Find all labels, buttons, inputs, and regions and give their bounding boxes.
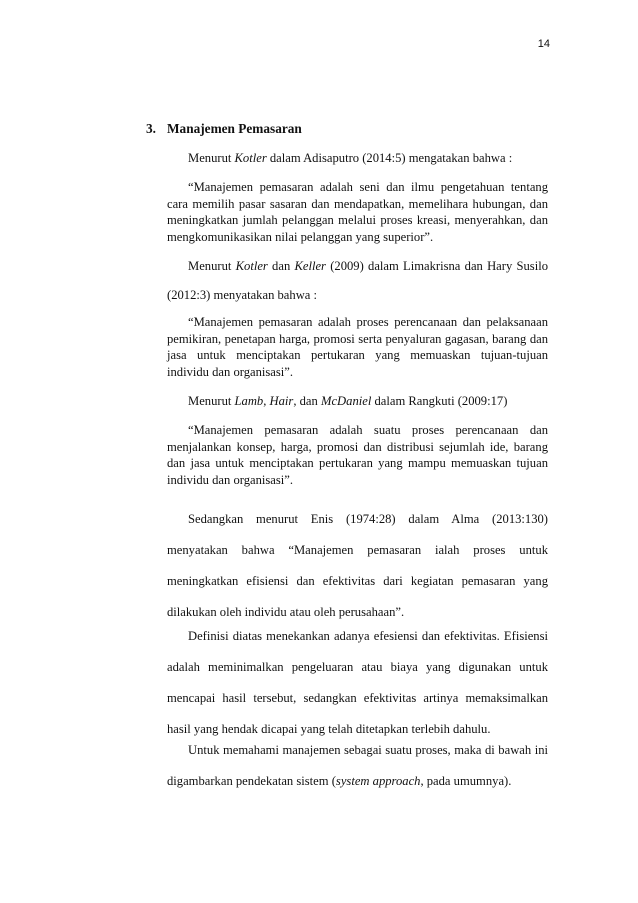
quote-text: “Manajemen pemasaran adalah suatu proses perencanaan dan menjalankan konsep, harga, promosi dan distribusi sejumlah ide, barang dan jasa untuk menciptakan pertukaran yang mampu memuaskan tujuan individu dan organisasi”. [167,423,548,488]
paragraph-system-approach [167,735,548,797]
paragraph-line-2: (2012:3) menyatakan bahwa : [167,288,318,302]
text-span: , dan [293,394,321,408]
text-span: Menurut [188,394,235,408]
page-number: 14 [537,38,550,50]
text-span: dalam Rangkuti (2009:17) [371,394,508,408]
text-span: Menurut [188,259,236,273]
paragraph-intro-lamb [167,393,548,410]
text-span: Menurut [188,151,235,165]
section-title: Manajemen Pemasaran [167,121,302,136]
paragraph-intro-kotler [167,150,548,167]
paragraph-enis [167,504,548,628]
paragraph-intro-kotler-keller [167,258,548,275]
quote-text: “Manajemen pemasaran adalah proses perencanaan dan pelaksanaan pemikiran, penetapan harga, promosi serta penyaluran gagasan, barang dan jasa untuk menciptakan pertukaran yang memuaskan tujuan-tujuan individu dan organisasi”. [167,315,548,380]
quote-lamb [167,422,548,489]
text-span: , [263,394,270,408]
quote-kotler-keller [167,314,548,381]
text-span: (2009) dalam Limakrisna dan Hary Susilo [325,259,548,273]
section-heading [146,121,302,137]
author-mcdaniel: McDaniel [320,394,372,408]
paragraph-definisi [167,621,548,745]
author-keller: Keller [294,259,326,273]
quote-text: “Manajemen pemasaran adalah seni dan ilmu pengetahuan tentang cara memilih pasar sasaran dan mendapatkan, memelihara hubungan, dan meningkatkan jumlah pelanggan melalui proses kreasi, menyerahkan, dan mengkomunikasikan nilai pelanggan yang superior”. [167,180,548,245]
text-span: , pada umumnya). [420,774,512,788]
author-hair: Hair [269,394,294,408]
text-span: dan [267,259,295,273]
term-system-approach: system approach [335,774,421,788]
quote-kotler [167,179,548,246]
text-span: Untuk memahami manajemen sebagai suatu proses, maka di bawah ini digambarkan pendekatan sistem ( [167,743,548,788]
paragraph-text: Sedangkan menurut Enis (1974:28) dalam Alma (2013:130) menyatakan bahwa “Manajemen pemasaran ialah proses untuk meningkatkan efisiensi dan efektivitas dari kegiatan pemasaran yang dilakukan oleh individu atau oleh perusahaan”. [167,512,548,619]
author-lamb: Lamb [234,394,264,408]
author-kotler: Kotler [234,151,267,165]
paragraph-text: Definisi diatas menekankan adanya efesiensi dan efektivitas. Efisiensi adalah meminimalkan pengeluaran atau biaya yang digunakan untuk mencapai hasil tersebut, sedangkan efektivitas artinya memaksimalkan hasil yang hendak dicapai yang telah ditetapkan terlebih dahulu. [167,629,548,736]
text-span: dalam Adisaputro (2014:5) mengatakan bahwa : [266,151,513,165]
paragraph-line-1 [167,258,548,275]
section-number: 3. [146,121,156,136]
author-kotler: Kotler [235,259,268,273]
paragraph-line-2-container [167,287,548,304]
